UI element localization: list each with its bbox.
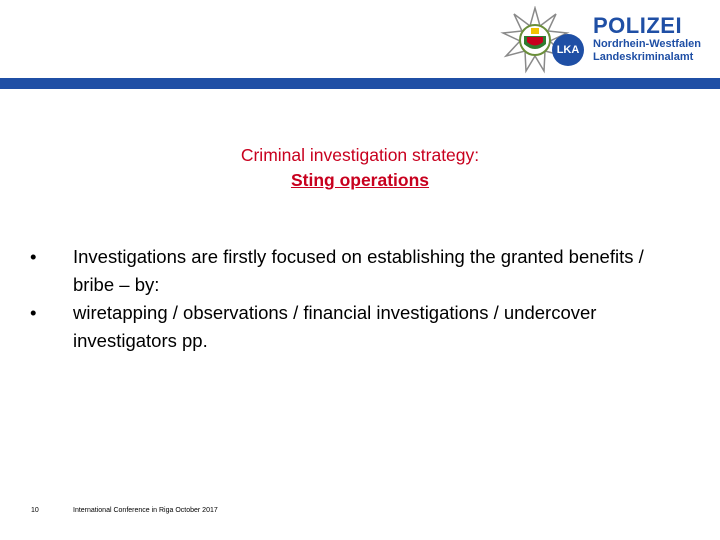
brand-block — [593, 14, 718, 64]
list-item — [30, 299, 690, 355]
brand-subtitle-state: Nordrhein-Westfalen — [593, 38, 701, 50]
police-logo — [500, 6, 715, 74]
bullet-text: Investigations are firstly focused on establishing the granted benefits / bribe – by: — [73, 246, 644, 295]
title-line-2: Sting operations — [290, 170, 430, 190]
list-item — [30, 243, 690, 299]
header-bar — [0, 78, 720, 89]
bullet-marker: • — [30, 302, 37, 323]
lka-emblem-label: LKA — [552, 34, 584, 66]
bullet-marker: • — [30, 246, 37, 267]
brand-subtitle-office: Landeskriminalamt — [593, 51, 694, 63]
footer-text: International Conference in Riga October 2017 — [73, 507, 218, 514]
page-number: 10 — [31, 507, 39, 514]
bullet-list — [30, 243, 690, 355]
brand-title: POLIZEI — [593, 13, 683, 38]
slide-title — [0, 143, 720, 193]
title-line-1: Criminal investigation strategy: — [240, 145, 480, 165]
bullet-text: wiretapping / observations / financial investigations / undercover investigators pp. — [73, 302, 597, 351]
